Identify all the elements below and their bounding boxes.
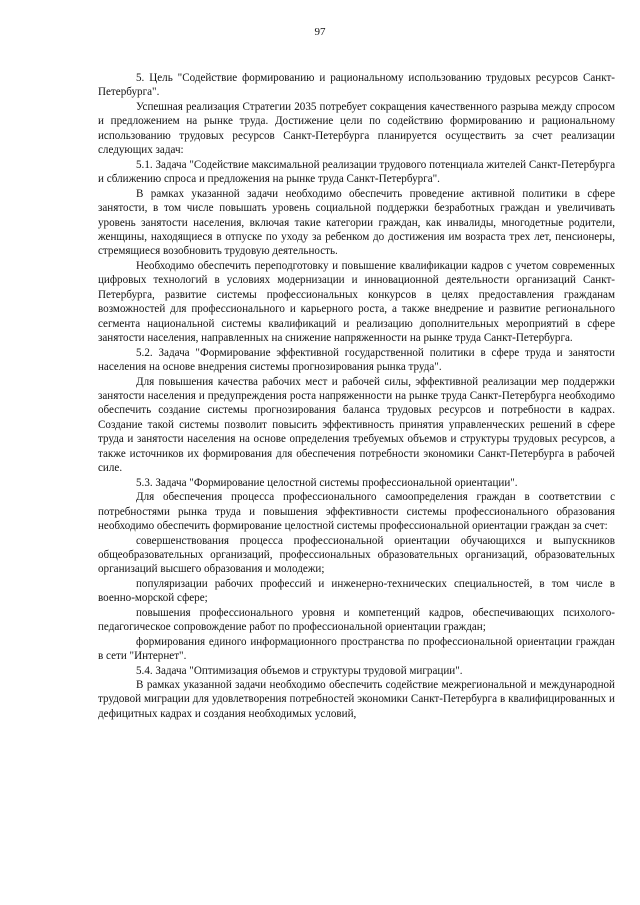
paragraph-task-5-3-intro: Для обеспечения процесса профессионального самоопределения граждан в соответствии с потребностями рынка труда и повышения эффективности системы профессионального образования необходимо обеспечить формирование целостной системы профессиональной ориентации граждан за счет:: [98, 491, 615, 533]
paragraph-task-5-2-forecasting: Для повышения качества рабочих мест и рабочей силы, эффективной реализации мер поддержки занятости населения и предупреждения роста напряженности на рынке труда Санкт-Петербурга необходимо обеспечить создание системы прогнозирования баланса трудовых ресурсов и потребности в кадрах. Создание такой системы позволит повысить эффективность принятия управленческих решений в сфере труда и занятости населения на основе определения требуемых объемов и структуры трудовых ресурсов, а также источников их формирования для обеспечения потребности экономики Санкт-Петербурга в рабочей силе.: [98, 375, 615, 475]
paragraph-list-item: повышения профессионального уровня и компетенций кадров, обеспечивающих психолого-педагогическое сопровождение работ по профессиональной ориентации граждан;: [98, 606, 615, 634]
paragraph-list-item: популяризации рабочих профессий и инженерно-технических специальностей, в том числе в военно-морской сфере;: [98, 577, 615, 605]
paragraph-goal-5: 5. Цель "Содействие формированию и рациональному использованию трудовых ресурсов Санкт-Петербурга".: [98, 72, 615, 99]
paragraph-list-item: совершенствования процесса профессиональной ориентации обучающихся и выпускников общеобразовательных организаций, профессиональных образовательных организаций, образовательных организаций высшего образования и молодежи;: [98, 534, 615, 576]
paragraph-task-5-4: 5.4. Задача "Оптимизация объемов и структуры трудовой миграции".: [136, 664, 463, 677]
paragraph-task-5-1: 5.1. Задача "Содействие максимальной реализации трудового потенциала жителей Санкт-Петербурга и сближению спроса и предложения на рынке труда Санкт-Петербурга".: [98, 158, 615, 186]
paragraph-task-5-2: 5.2. Задача "Формирование эффективной государственной политики в сфере труда и занятости населения на основе внедрения системы прогнозирования рынка труда".: [98, 346, 615, 374]
page-number: 97: [314, 26, 326, 38]
paragraph-task-5-4-migration: В рамках указанной задачи необходимо обеспечить содействие межрегиональной и международной трудовой миграции для удовлетворения потребностей экономики Санкт-Петербурга в квалифицированных и дефицитных кадрах и создания необходимых условий,: [98, 679, 615, 720]
document-body: [98, 71, 615, 721]
paragraph-intro: Успешная реализация Стратегии 2035 потребует сокращения качественного разрыва между спросом и предложением на рынке труда. Достижение цели по содействию формированию и рациональному использованию трудовых ресурсов Санкт-Петербурга планируется осуществить за счет реализации следующих задач:: [98, 100, 615, 157]
paragraph-task-5-3: 5.3. Задача "Формирование целостной системы профессиональной ориентации".: [136, 476, 518, 489]
paragraph-list-item: формирования единого информационного пространства по профессиональной ориентации граждан в сети "Интернет".: [98, 635, 615, 663]
paragraph-task-5-1-policy: В рамках указанной задачи необходимо обеспечить проведение активной политики в сфере занятости, в том числе повышать уровень социальной поддержки безработных граждан и увеличивать уровень занятости населения, включая такие категории граждан, как инвалиды, многодетные родители, женщины, находящиеся в отпуске по уходу за ребенком до достижения им возраста трех лет, пенсионеры, стремящиеся возобновить трудовую деятельность.: [98, 187, 615, 258]
paragraph-task-5-1-training: Необходимо обеспечить переподготовку и повышение квалификации кадров с учетом современных цифровых технологий в условиях модернизации и инновационной деятельности организаций Санкт-Петербурга, развитие системы профессиональных конкурсов в целях предоставления гражданам возможностей для профессионального и карьерного роста, а также внедрение и развитие регионального сегмента национальной системы квалификаций и реализацию дополнительных мероприятий в сфере занятости населения, направленных на снижение напряженности на рынке труда Санкт-Петербурга.: [98, 259, 615, 345]
